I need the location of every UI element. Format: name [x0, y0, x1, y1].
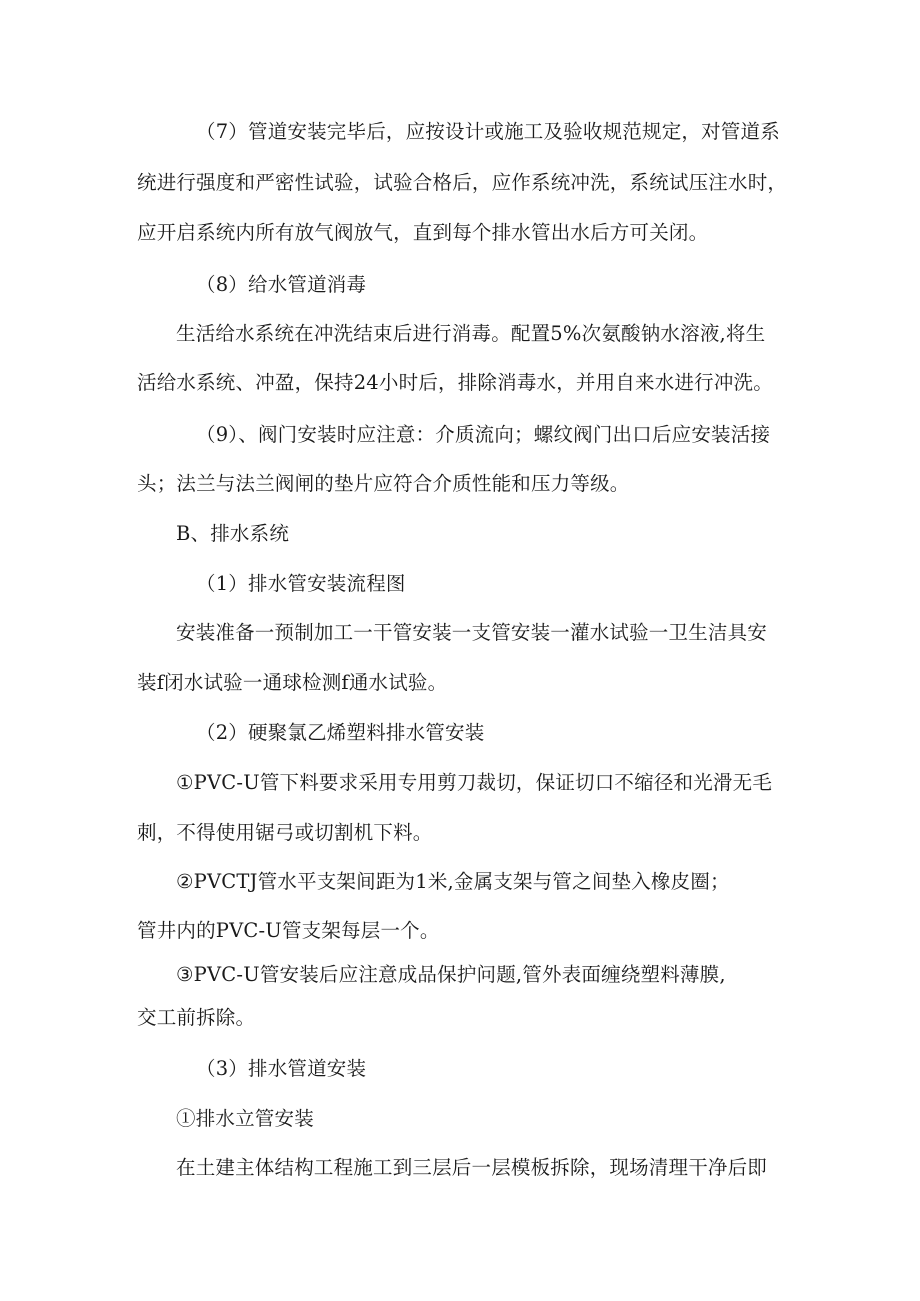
text-line: 活给水系统、冲盈，保持24小时后，排除消毒水，并用自来水进行冲洗。 — [137, 371, 773, 394]
section-heading: ①排水立管安装 — [176, 1107, 314, 1130]
text-line: 头；法兰与法兰阀闸的垫片应符合介质性能和压力等级。 — [137, 472, 630, 495]
section-heading: （1）排水管安装流程图 — [196, 572, 406, 595]
text-line: 交工前拆除。 — [137, 1006, 256, 1029]
text-line: ②PVCTJ管水平支架间距为1米,金属支架与管之间垫入橡皮圈； — [176, 870, 730, 893]
text-line: 应开启系统内所有放气阀放气，直到每个排水管出水后方可关闭。 — [137, 221, 709, 244]
text-line: 刺，不得使用锯弓或切割机下料。 — [137, 821, 433, 844]
text-line: 管井内的PVC-U管支架每层一个。 — [137, 919, 440, 942]
text-line: （9）、阀门安装时应注意：介质流向；螺纹阀门出口后应安装活接 — [196, 423, 771, 446]
section-heading: B、排水系统 — [176, 522, 290, 545]
text-line: 装f闭水试验一通球检测f通水试验。 — [137, 671, 448, 694]
section-heading: （3）排水管道安装 — [196, 1057, 367, 1080]
text-line: ①PVC-U管下料要求采用专用剪刀裁切，保证切口不缩径和光滑无毛 — [176, 771, 773, 794]
text-line: 在土建主体结构工程施工到三层后一层模板拆除，现场清理干净后即 — [176, 1156, 768, 1179]
text-line: 统进行强度和严密性试验，试验合格后，应作系统冲洗，系统试压注水时， — [137, 171, 788, 194]
section-heading: （8）给水管道消毒 — [196, 273, 367, 296]
text-line: ③PVC-U管安装后应注意成品保护问题,管外表面缠绕塑料薄膜, — [176, 963, 726, 986]
text-line: （7）管道安装完毕后，应按设计或施工及验收规范规定，对管道系 — [196, 120, 780, 143]
text-line: 生活给水系统在冲洗结束后进行消毒。配置5%次氨酸钠水溶液,将生 — [176, 322, 766, 345]
text-line: 安装准备一预制加工一干管安装一支管安装一灌水试验一卫生洁具安 — [176, 621, 768, 644]
section-heading: （2）硬聚氯乙烯塑料排水管安装 — [196, 721, 485, 744]
